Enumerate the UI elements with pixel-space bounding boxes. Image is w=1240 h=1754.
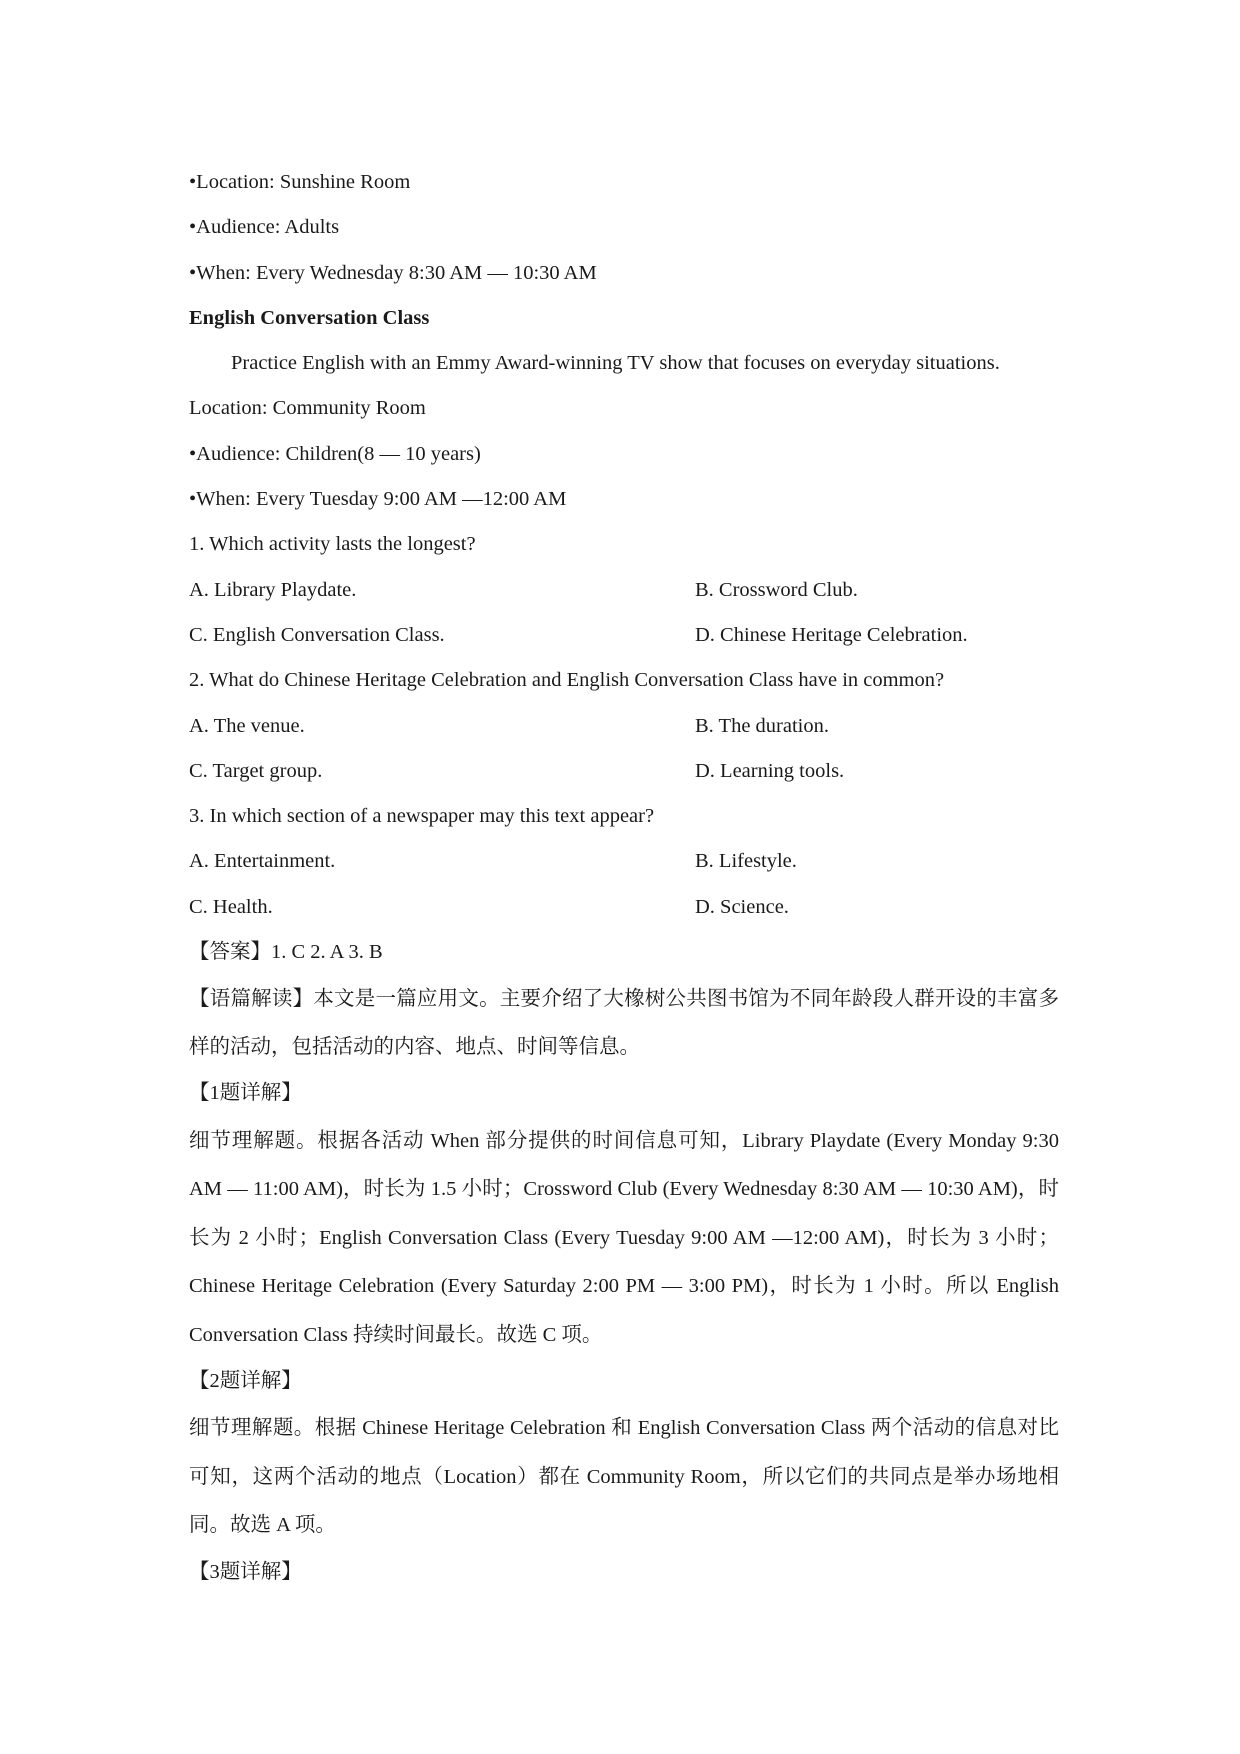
question-3-options-row-1 [189,839,1059,884]
crossword-audience: •Audience: Adults [189,216,340,239]
question-2-options-row-1 [189,704,1059,749]
question-2-stem: 2. What do Chinese Heritage Celebration and English Conversation Class have in common? [189,669,945,692]
english-class-location: Location: Community Room [189,397,426,420]
answer-key: 【答案】1. C 2. A 3. B [189,941,383,964]
q1-detail-heading: 【1题详解】 [189,1082,302,1105]
question-3-option-b: B. Lifestyle. [695,850,797,873]
question-2-options-row-2 [189,749,1059,794]
question-1-option-c: C. English Conversation Class. [189,623,445,646]
question-1-option-d: D. Chinese Heritage Celebration. [695,623,968,646]
q3-detail-heading: 【3题详解】 [189,1560,302,1583]
question-2-option-a: A. The venue. [189,714,305,737]
question-3-option-a: A. Entertainment. [189,850,336,873]
question-1-stem: 1. Which activity lasts the longest? [189,533,476,556]
q2-detail-heading: 【2题详解】 [189,1370,302,1393]
question-2-option-d: D. Learning tools. [695,759,845,782]
question-2-option-c: C. Target group. [189,759,323,782]
passage-overview: 【语篇解读】本文是一篇应用文。主要介绍了大橡树公共图书馆为不同年龄段人群开设的丰富多样的活动，包括活动的内容、地点、时间等信息。 [189,988,1059,1059]
crossword-when: •When: Every Wednesday 8:30 AM — 10:30 AM [189,261,597,284]
english-class-audience: •Audience: Children(8 — 10 years) [189,442,481,465]
question-1-options-row-2 [189,613,1059,658]
question-3-stem: 3. In which section of a newspaper may this text appear? [189,805,655,828]
question-3-option-c: C. Health. [189,895,273,918]
question-1-option-a: A. Library Playdate. [189,578,357,601]
q2-detail-body: 细节理解题。根据 Chinese Heritage Celebration 和 English Conversation Class 两个活动的信息对比可知，这两个活动的地点（Location）都在 Community Room，所以它们的共同点是举办场地相同。故选 A 项。 [189,1417,1059,1537]
english-class-when: •When: Every Tuesday 9:00 AM —12:00 AM [189,488,567,511]
question-1-option-b: B. Crossword Club. [695,578,858,601]
document-page [189,160,1059,1595]
english-class-description: Practice English with an Emmy Award-winning TV show that focuses on everyday situations. [231,352,1000,375]
question-1-options-row-1 [189,568,1059,613]
question-3-options-row-2 [189,885,1059,930]
crossword-location: •Location: Sunshine Room [189,171,411,193]
question-2-option-b: B. The duration. [695,714,829,737]
q1-detail-body: 细节理解题。根据各活动 When 部分提供的时间信息可知，Library Playdate (Every Monday 9:30 AM — 11:00 AM)，时长为 1.5 小时；Crossword Club (Every Wednesday 8:30 AM — 10:30 AM)，时长为 2 小时；English Conversation Class (Every Tuesday 9:00 AM —12:00 AM)，时长为 3 小时；Chinese Heritage Celebration (Every Saturday 2:00 PM — 3:00 PM)，时长为 1 小时。所以 English Conversation Class 持续时间最长。故选 C 项。 [189,1129,1059,1346]
english-class-title: English Conversation Class [189,306,430,329]
question-3-option-d: D. Science. [695,895,789,918]
